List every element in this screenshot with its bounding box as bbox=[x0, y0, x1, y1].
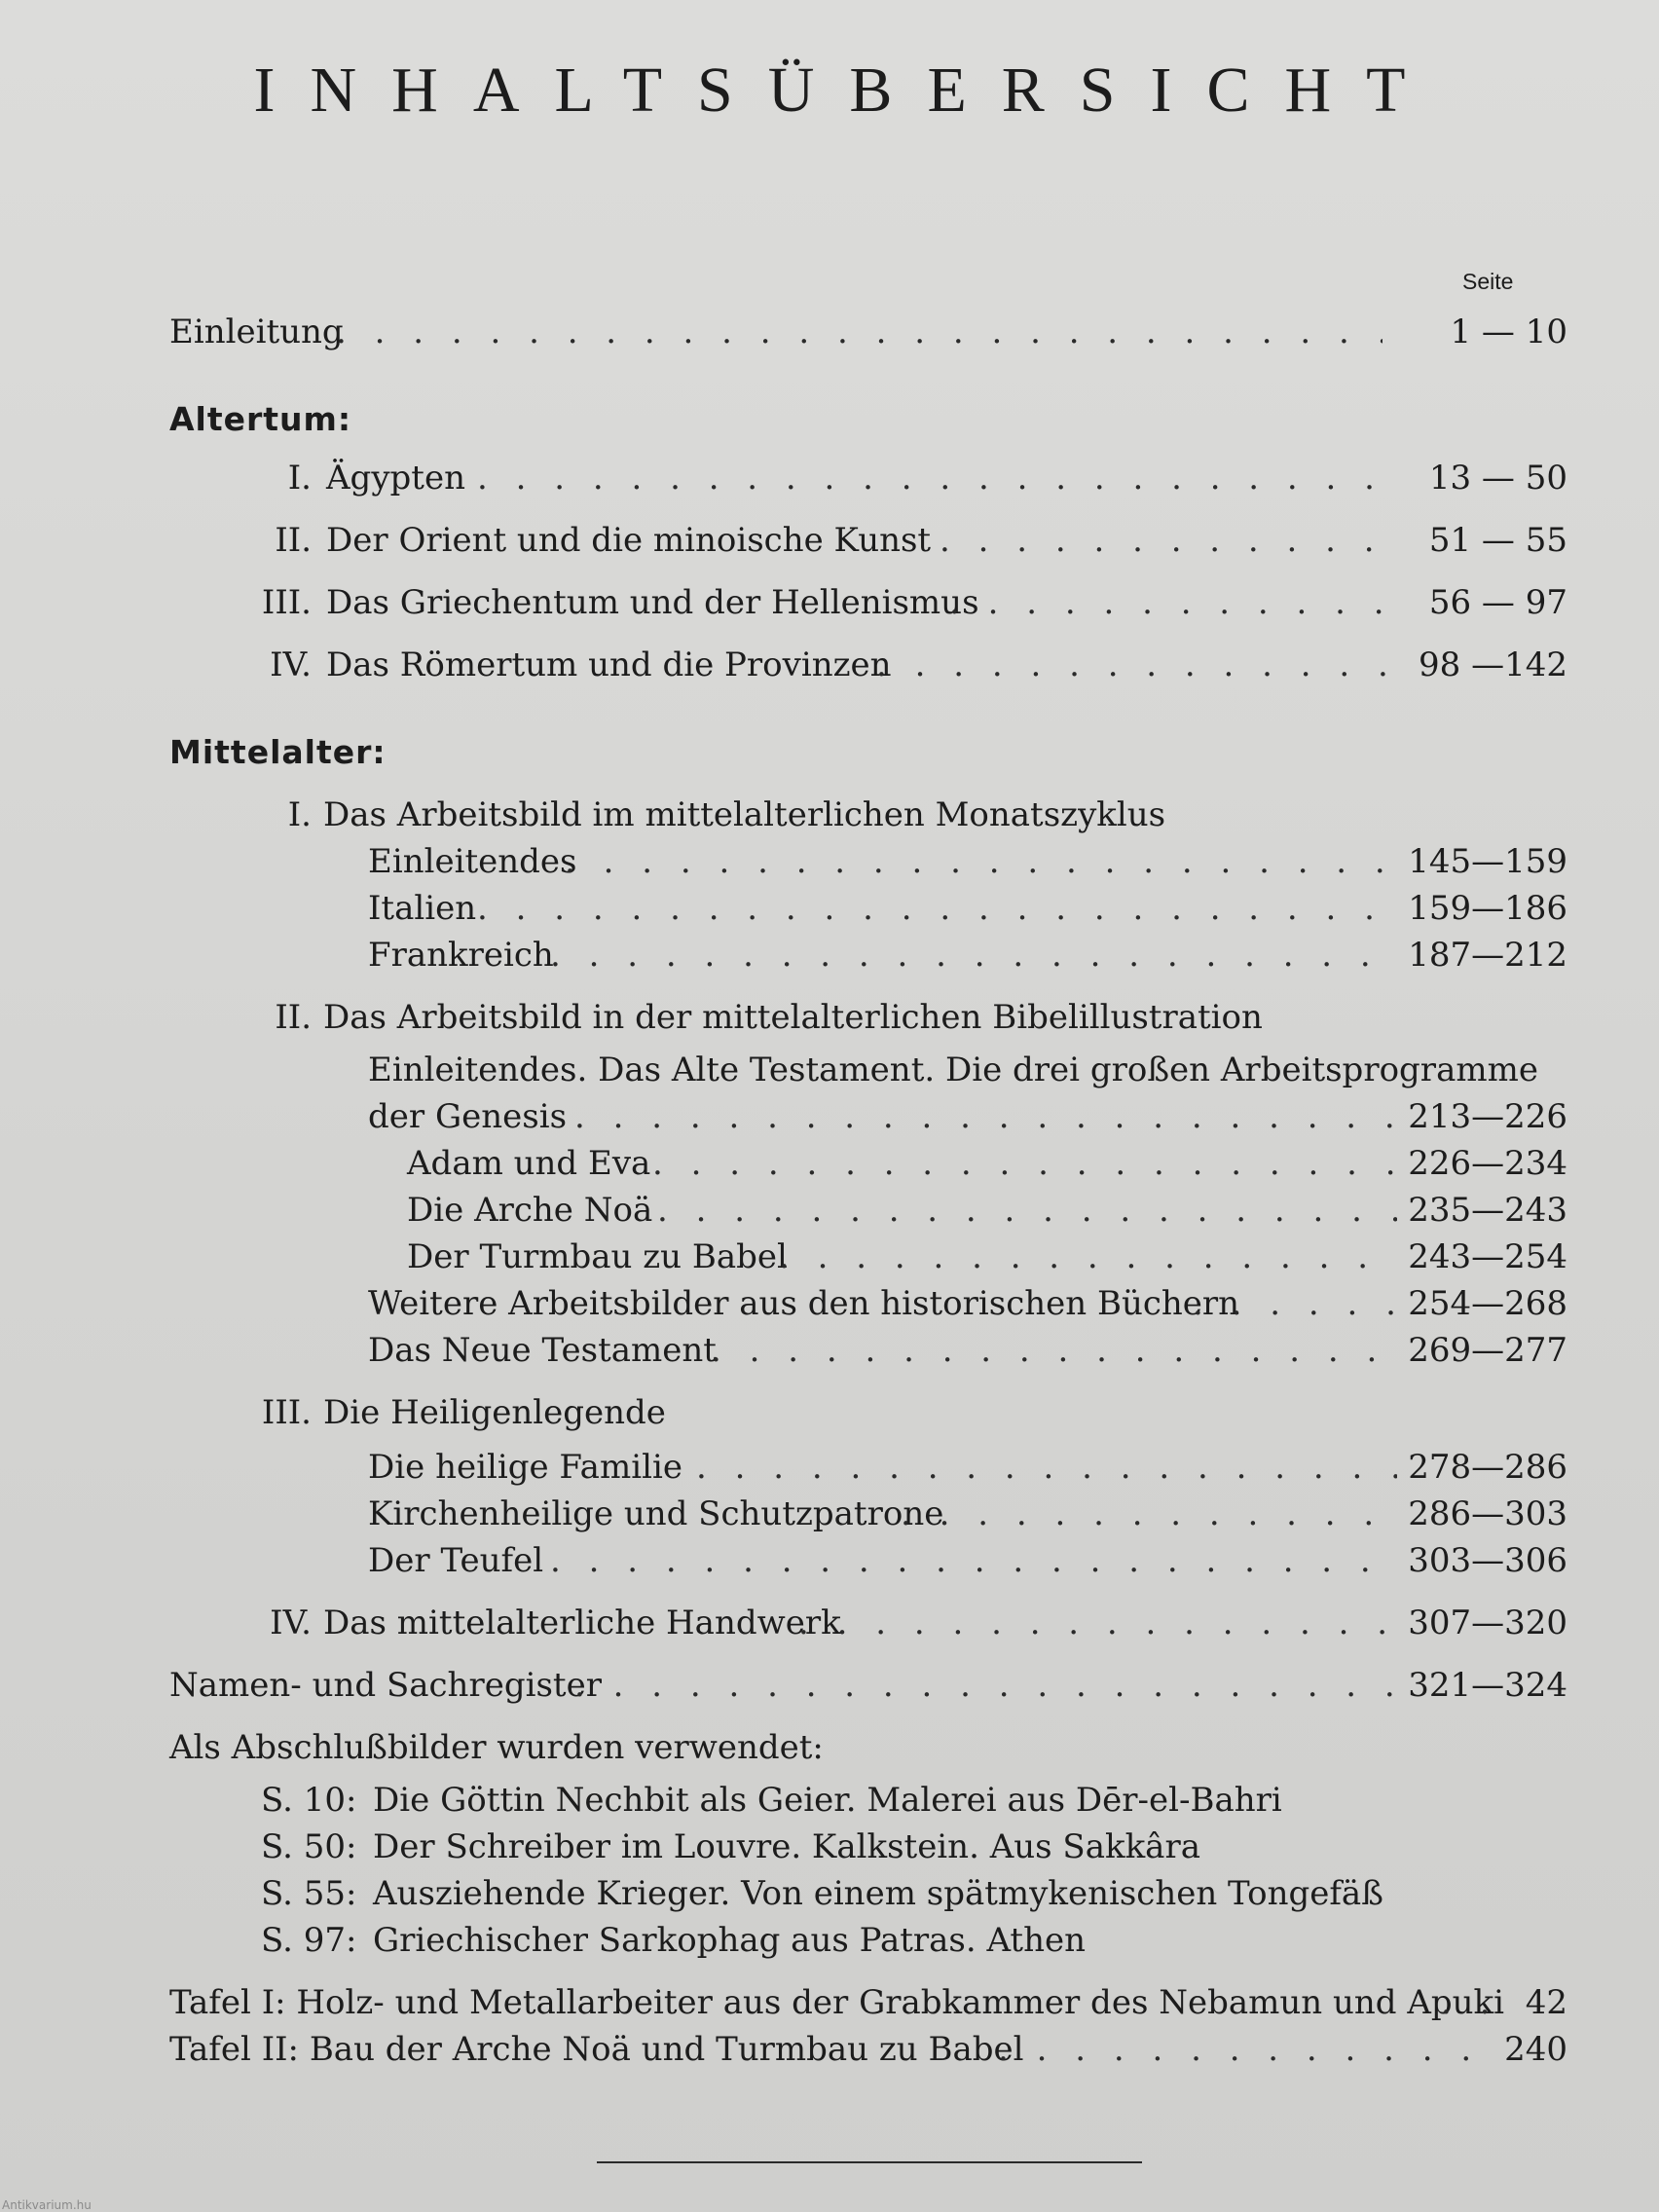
dot-leader bbox=[798, 1599, 1397, 1647]
toc-pages: 51 — 55 bbox=[1428, 521, 1567, 560]
tafel-label: Tafel I: Holz- und Metallarbeiter aus der Grabkammer des Nebamun und Apuki bbox=[169, 1983, 1505, 2022]
page-ref: S. 10: bbox=[261, 1781, 357, 1820]
tafel-entry bbox=[0, 2025, 1659, 2074]
abschluss-item bbox=[0, 1916, 1659, 1965]
toc-entry bbox=[0, 1233, 1659, 1281]
toc-entry bbox=[0, 884, 1659, 933]
roman-numeral: III. bbox=[261, 583, 312, 622]
page-ref: S. 50: bbox=[261, 1827, 357, 1866]
toc-label: Einleitung bbox=[169, 313, 344, 351]
toc-pages: 187—212 bbox=[1408, 936, 1567, 975]
roman-numeral: IV. bbox=[270, 645, 312, 684]
toc-entry bbox=[0, 1279, 1659, 1328]
seite-column-label: Seite bbox=[1462, 269, 1514, 294]
toc-label: Der Turmbau zu Babel bbox=[407, 1237, 788, 1276]
toc-subsection bbox=[0, 1388, 1659, 1437]
roman-numeral: II. bbox=[275, 521, 312, 560]
dot-leader bbox=[940, 516, 1397, 565]
toc-entry bbox=[0, 1536, 1659, 1585]
roman-numeral: I. bbox=[287, 795, 312, 834]
toc-pages: 286—303 bbox=[1408, 1494, 1567, 1533]
dot-leader bbox=[652, 1139, 1397, 1188]
dot-leader bbox=[574, 1092, 1397, 1141]
toc-intro-line bbox=[0, 1046, 1659, 1094]
abschluss-heading bbox=[0, 1723, 1659, 1772]
dot-leader bbox=[779, 1233, 1397, 1281]
toc-label: der Genesis bbox=[368, 1097, 568, 1136]
toc-entry bbox=[0, 1326, 1659, 1375]
toc-entry bbox=[0, 931, 1659, 979]
closing-rule bbox=[597, 2161, 1142, 2163]
toc-pages: 159—186 bbox=[1408, 889, 1567, 928]
toc-entry bbox=[0, 641, 1659, 689]
toc-entry-register bbox=[0, 1661, 1659, 1710]
toc-label: Italien bbox=[368, 889, 477, 928]
roman-numeral: IV. bbox=[270, 1604, 312, 1642]
toc-subsection bbox=[0, 993, 1659, 1042]
toc-label: Das Griechentum und der Hellenismus bbox=[326, 583, 979, 622]
toc-entry bbox=[0, 1139, 1659, 1188]
toc-label: Das Arbeitsbild im mittelalterlichen Monatszyklus bbox=[323, 795, 1166, 834]
toc-label: Der Orient und die minoische Kunst bbox=[326, 521, 932, 560]
toc-entry bbox=[0, 1443, 1659, 1492]
toc-pages: 321—324 bbox=[1408, 1666, 1567, 1705]
dot-leader bbox=[565, 837, 1397, 886]
toc-label: Der Teufel bbox=[368, 1541, 544, 1580]
dot-leader bbox=[949, 578, 1397, 627]
page-ref: S. 97: bbox=[261, 1921, 357, 1960]
abschluss-text: Die Göttin Nechbit als Geier. Malerei aus Dēr-el-Bahri bbox=[373, 1781, 1282, 1820]
toc-entry bbox=[0, 1599, 1659, 1647]
toc-entry bbox=[0, 1186, 1659, 1235]
roman-numeral: I. bbox=[287, 459, 312, 498]
dot-leader bbox=[696, 1443, 1397, 1492]
toc-label: Frankreich bbox=[368, 936, 554, 975]
toc-pages: 56 — 97 bbox=[1428, 583, 1567, 622]
toc-pages: 98 —142 bbox=[1419, 645, 1567, 684]
toc-label: Die Arche Noä bbox=[407, 1191, 653, 1230]
dot-leader bbox=[550, 931, 1397, 979]
roman-numeral: III. bbox=[261, 1393, 312, 1432]
toc-pages: 1 — 10 bbox=[1450, 313, 1567, 351]
dot-leader bbox=[574, 1661, 1397, 1710]
toc-label: Das Arbeitsbild in der mittelalterlichen Bibelillustration bbox=[323, 998, 1263, 1037]
abschluss-heading-text: Als Abschlußbilder wurden verwendet: bbox=[169, 1728, 824, 1767]
abschluss-text: Ausziehende Krieger. Von einem spätmykenischen Tongefäß bbox=[373, 1874, 1383, 1913]
abschluss-text: Der Schreiber im Louvre. Kalkstein. Aus Sakkâra bbox=[373, 1827, 1200, 1866]
section-heading-altertum: Altertum: bbox=[169, 400, 352, 438]
watermark: Antikvarium.hu bbox=[2, 2198, 92, 2212]
toc-pages: 226—234 bbox=[1408, 1144, 1567, 1183]
page-ref: S. 55: bbox=[261, 1874, 357, 1913]
dot-leader bbox=[477, 884, 1397, 933]
toc-pages: 254—268 bbox=[1408, 1284, 1567, 1323]
toc-entry bbox=[0, 516, 1659, 565]
toc-entry bbox=[0, 1490, 1659, 1538]
dot-leader bbox=[477, 454, 1397, 502]
toc-label: Namen- und Sachregister bbox=[169, 1666, 602, 1705]
dot-leader bbox=[711, 1326, 1397, 1375]
abschluss-text: Griechischer Sarkophag aus Patras. Athen bbox=[373, 1921, 1087, 1960]
toc-label: Das Römertum und die Provinzen bbox=[326, 645, 892, 684]
toc-pages: 145—159 bbox=[1408, 842, 1567, 881]
dot-leader bbox=[998, 2025, 1494, 2074]
toc-label: Das Neue Testament bbox=[368, 1331, 717, 1370]
tafel-pages: 42 bbox=[1525, 1983, 1567, 2022]
tafel-pages: 240 bbox=[1504, 2030, 1567, 2069]
toc-pages: 213—226 bbox=[1408, 1097, 1567, 1136]
dot-leader bbox=[657, 1186, 1397, 1235]
toc-label: Einleitendes bbox=[368, 842, 577, 881]
toc-pages: 307—320 bbox=[1408, 1604, 1567, 1642]
dot-leader bbox=[1193, 1279, 1397, 1328]
abschluss-item bbox=[0, 1776, 1659, 1825]
toc-pages: 243—254 bbox=[1408, 1237, 1567, 1276]
toc-subsection bbox=[0, 791, 1659, 839]
dot-leader bbox=[336, 308, 1382, 356]
toc-label: Ägypten bbox=[326, 459, 465, 498]
toc-label: Die Heiligenlegende bbox=[323, 1393, 666, 1432]
abschluss-item bbox=[0, 1823, 1659, 1871]
toc-entry bbox=[0, 1092, 1659, 1141]
toc-entry-einleitung bbox=[0, 308, 1659, 356]
toc-label: Kirchenheilige und Schutzpatrone bbox=[368, 1494, 944, 1533]
page-title: INHALTSÜBERSICHT bbox=[253, 55, 1441, 126]
dot-leader bbox=[550, 1536, 1397, 1585]
toc-entry bbox=[0, 454, 1659, 502]
toc-pages: 269—277 bbox=[1408, 1331, 1567, 1370]
toc-label: Das mittelalterliche Handwerk bbox=[323, 1604, 841, 1642]
toc-label: Adam und Eva bbox=[407, 1144, 651, 1183]
dot-leader bbox=[876, 641, 1397, 689]
section-heading-mittelalter: Mittelalter: bbox=[169, 733, 387, 771]
toc-pages: 13 — 50 bbox=[1428, 459, 1567, 498]
toc-pages: 278—286 bbox=[1408, 1448, 1567, 1487]
toc-entry bbox=[0, 578, 1659, 627]
tafel-entry bbox=[0, 1978, 1659, 2027]
toc-label: Die heilige Familie bbox=[368, 1448, 682, 1487]
abschluss-item bbox=[0, 1869, 1659, 1918]
toc-label: Weitere Arbeitsbilder aus den historischen Büchern bbox=[368, 1284, 1240, 1323]
toc-pages: 303—306 bbox=[1408, 1541, 1567, 1580]
tafel-label: Tafel II: Bau der Arche Noä und Turmbau zu Babel bbox=[169, 2030, 1024, 2069]
toc-label: Einleitendes. Das Alte Testament. Die drei großen Arbeitsprogramme bbox=[368, 1051, 1538, 1089]
dot-leader bbox=[901, 1490, 1397, 1538]
roman-numeral: II. bbox=[275, 998, 312, 1037]
toc-pages: 235—243 bbox=[1408, 1191, 1567, 1230]
dot-leader bbox=[1441, 1978, 1494, 2027]
toc-entry bbox=[0, 837, 1659, 886]
